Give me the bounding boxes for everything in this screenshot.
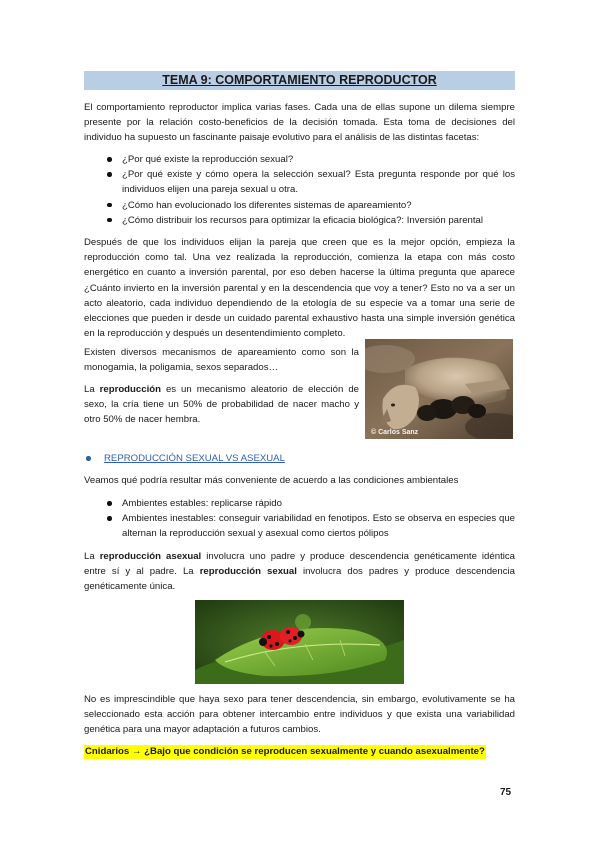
page-number: 75 bbox=[500, 787, 512, 798]
mating-mechanisms-paragraph: Existen diversos mecanismos de apareamiento como son la monogamia, la poligamia, sexos separados… bbox=[84, 347, 359, 374]
section-link-reproduccion[interactable] bbox=[104, 451, 285, 466]
conclusion-paragraph: No es imprescindible que haya sexo para tener descendencia, sin embargo, evolutivamente se ha seleccionado esta acción para obtener intercambio entre individuos y que exista una variabilidad genética para una mayor adaptación a futuros cambios. bbox=[84, 694, 515, 736]
ladybugs-photo bbox=[195, 600, 404, 684]
list-item: Ambientes inestables: conseguir variabilidad en fenotipos. Esto se observa en especies que alternan la reproducción sexual y asexual como ciertos pólipos bbox=[104, 511, 515, 541]
sexual-asexual-paragraph: La reproducción asexual involucra uno padre y produce descendencia genéticamente idéntica entre sí y al padre. La reproducción sexual involucra dos padres y produce descendencia genéticamente única. bbox=[84, 551, 515, 593]
cnidarios-question: Cnidarios → ¿Bajo que condición se reproducen sexualmente y cuando asexualmente? bbox=[85, 746, 485, 757]
photo-credit: © Carlos Sanz bbox=[371, 429, 419, 436]
list-item: ¿Cómo han evolucionado los diferentes sistemas de apareamiento? bbox=[104, 198, 515, 213]
parental-investment-paragraph: Después de que los individuos elijan la pareja que creen que es la mejor opción, empieza la reproducción como tal. Una vez realizada la reproducción, comienza la etapa con más costo energético en cuanto a inversión parental, por eso deben hacerse la última pregunta que aparece ¿Cuánto invierto en la inversión parental y en la descendencia que voy a tener? Esto no va a ser un acto aleatorio, cada individuo dependiendo de la etología de su especie va a tomar una serie de elecciones que pueden ir desde un cuidado parental exhaustivo hasta una simple inversión genética en la reproducción y después un desentendimiento completo. bbox=[84, 237, 515, 340]
list-item: ¿Por qué existe y cómo opera la selección sexual? Esta pregunta responde por qué los individuos elijen una pareja sexual u otra. bbox=[104, 167, 515, 197]
intro-paragraph: El comportamiento reproductor implica varias fases. Cada una de ellas supone un dilema siempre presente por la relación costo-beneficios de la decisión tomada. Esta toma de decisiones del individuo ha supuesto un fascinante paisaje evolutivo para el análisis de las distintas facetas: bbox=[84, 102, 515, 144]
list-item: Ambientes estables: replicarse rápido bbox=[104, 496, 515, 511]
bullet-icon bbox=[86, 456, 91, 461]
questions-list bbox=[104, 152, 515, 228]
page-title: TEMA 9: COMPORTAMIENTO REPRODUCTOR bbox=[84, 71, 515, 90]
environment-intro-paragraph: Veamos qué podría resultar más conveniente de acuerdo a las condiciones ambientales bbox=[84, 475, 459, 486]
section-link-label: REPRODUCCIÓN SEXUAL VS ASEXUAL bbox=[104, 453, 285, 464]
list-item: ¿Cómo distribuir los recursos para optimizar la eficacia biológica?: Inversión parental bbox=[104, 213, 515, 228]
environments-list bbox=[104, 496, 515, 542]
sex-ratio-paragraph: La reproducción es un mecanismo aleatorio de elección de sexo, la cría tiene un 50% de probabilidad de nacer macho y otro 50% de nacer hembra. bbox=[84, 384, 359, 426]
wolf-pups-photo bbox=[365, 339, 513, 439]
list-item: ¿Por qué existe la reproducción sexual? bbox=[104, 152, 515, 167]
